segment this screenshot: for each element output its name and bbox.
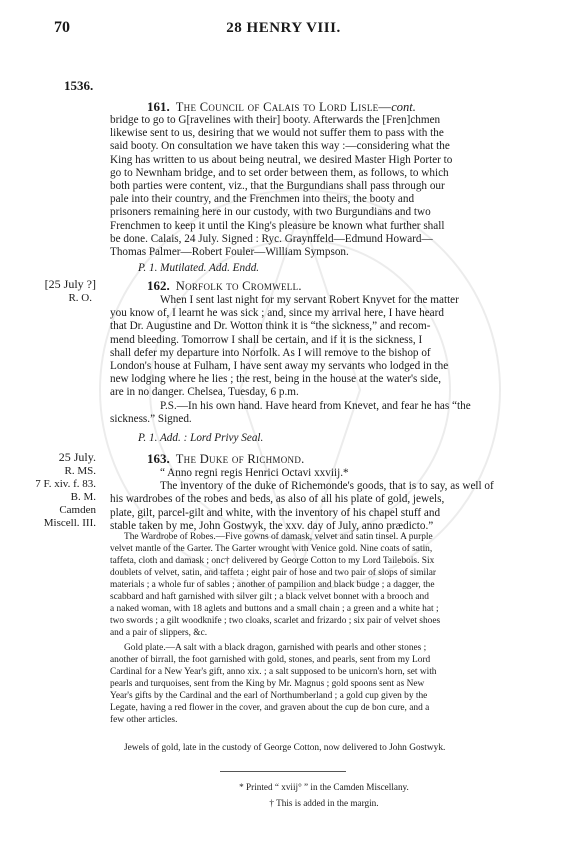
year-label: 1536. bbox=[64, 78, 94, 93]
running-head: 28 HENRY VIII. bbox=[226, 20, 341, 36]
text-line: pearls and turquoises, sent from the King by Mr. Magnus ; gold spoons sent as New bbox=[110, 679, 425, 689]
ref-line: Camden bbox=[59, 504, 96, 516]
text-line: doublets of velvet, satin, and taffeta ; eight pair of hose and two pair of slops of similar bbox=[110, 568, 437, 578]
text-line: a naked woman, with 18 aglets and buttons and a small chain ; a green and a white hat ; bbox=[110, 604, 439, 614]
text-line: velvet mantle of the Garter. The Garter wrought with Venice gold. Nine coats of satin, bbox=[110, 544, 433, 554]
text-line: his wardrobes of the robes and beds, as also of all his plate of gold, jewels, bbox=[110, 493, 445, 506]
postscript-line: sickness.” Signed. bbox=[110, 412, 192, 425]
text-line: When I sent last night for my servant Robert Knyvet for the matter bbox=[160, 294, 459, 306]
entry-163-heading bbox=[147, 451, 305, 467]
entry-163-refs bbox=[10, 465, 96, 530]
text-line: scabbard and haft garnished with silver gilt ; a black velvet bonnet with a brooch and bbox=[110, 592, 429, 602]
entry-title: Norfolk to Cromwell. bbox=[175, 279, 302, 293]
text-line: materials ; a whole fur of sables ; another of pampilion and black budge ; a dagger, the bbox=[110, 580, 435, 590]
entry-number: 162. bbox=[147, 278, 170, 293]
text-line: another of birrall, the foot garnished with gold, stones, and pearls, sent from my Lord bbox=[110, 655, 431, 665]
text-line: few other articles. bbox=[110, 715, 178, 725]
entry-title: The Council of Calais to Lord Lisle— bbox=[175, 100, 392, 114]
text-line: prisoners remaining here in our custody, with two Burgundians and two bbox=[110, 206, 431, 219]
jewels-section bbox=[110, 742, 538, 754]
entry-161-heading bbox=[147, 99, 416, 115]
entry-162-body bbox=[110, 294, 538, 445]
text-line: plate, gilt, parcel-gilt and white, with the inventory of his chapel stuff and bbox=[110, 506, 441, 519]
footnote: * Printed “ xviij° ” in the Camden Miscellany. bbox=[239, 782, 409, 792]
text-line: go to Newnham bridge, and to set order between them, as follows, to which bbox=[110, 166, 449, 179]
entry-description: P. 1. Add. : Lord Privy Seal. bbox=[138, 432, 264, 445]
text-line: mend bleeding. Tomorrow I shall be certain, and if it is the sickness, I bbox=[110, 333, 423, 346]
ref-line: 7 F. xiv. f. 83. bbox=[35, 478, 96, 490]
entry-162-heading bbox=[147, 278, 302, 294]
entry-163-body bbox=[110, 467, 538, 533]
text-line: Gold plate.—A salt with a black dragon, garnished with pearls and other stones ; bbox=[124, 643, 427, 653]
text-line: both parties were content, viz., that the Burgundians shall pass through our bbox=[110, 180, 445, 193]
entry-161-body bbox=[110, 114, 538, 275]
footnote: † This is added in the margin. bbox=[269, 798, 379, 808]
entry-number: 161. bbox=[147, 99, 170, 114]
ref-line: B. M. bbox=[70, 491, 96, 503]
text-line: and a pair of slippers, &c. bbox=[110, 628, 208, 638]
entry-163-date: 25 July. bbox=[58, 450, 96, 464]
text-line: London's house at Fulham, I have sent away my servants who lodged in the bbox=[110, 360, 449, 373]
wardrobe-section bbox=[110, 531, 538, 639]
text-line: stable taken by me, John Gostwyk, the xxv. day of July, anno prædicto.” bbox=[110, 519, 434, 532]
text-line: that Dr. Augustine and Dr. Wotton think it is “the sickness,” and recom- bbox=[110, 320, 431, 333]
text-line: said booty. On consultation we have taken this way :—considering what the bbox=[110, 140, 450, 153]
text-line: The Wardrobe of Robes.—Five gowns of damask, velvet and satin tinsel. A purple bbox=[124, 532, 433, 542]
text-line: shall defer my departure into Norfolk. As I will remove to the bishop of bbox=[110, 346, 431, 359]
entry-number: 163. bbox=[147, 451, 170, 466]
entry-title-cont: cont. bbox=[391, 100, 416, 114]
text-line: Cardinal for a New Year's gift, anno xix. ; a salt supposed to be unicorn's horn, set with bbox=[110, 667, 437, 677]
text-line: Thomas Palmer—Robert Fouler—William Sympson. bbox=[110, 246, 349, 259]
text-line: Jewels of gold, late in the custody of George Cotton, now delivered to John Gostwyk. bbox=[124, 743, 446, 753]
text-line: pale into their country, and the Frenchmen into theirs, the booty and bbox=[110, 193, 415, 206]
text-line: you know of, I learnt he was sick ; and, since my arrival here, I have heard bbox=[110, 307, 444, 320]
quote-title: “ Anno regni regis Henrici Octavi xxviij.* bbox=[160, 467, 349, 479]
page-number: 70 bbox=[54, 19, 70, 36]
text-line: bridge to go to G[ravelines with their] booty. Afterwards the [Fren]chmen bbox=[110, 114, 441, 126]
text-line: King has written to us about being neutral, we desired Master High Porter to bbox=[110, 153, 453, 166]
text-line: Year's gifts by the Cardinal and the earl of Northumberland ; a gold cup given by the bbox=[110, 691, 428, 701]
entry-162-date: [25 July ?] bbox=[44, 277, 96, 291]
text-line: taffeta, cloth and damask ; onc† delivered by George Cotton to my Lord Tailebois. Six bbox=[110, 556, 435, 566]
text-line: The inventory of the duke of Richemonde's goods, that is to say, as well of bbox=[160, 480, 494, 493]
text-line: two swords ; a gilt woodknife ; two cloaks, scarlet and frizardo ; six pair of velvet shoes bbox=[110, 616, 441, 626]
text-line: be done. Calais, 24 July. Signed : Ryc. Graynffeld—Edmund Howard— bbox=[110, 232, 433, 245]
text-line: Legate, having a red flower in the cover, and graven about the cup de bon cure, and a bbox=[110, 703, 430, 713]
footnote-divider bbox=[220, 771, 346, 772]
entry-description: P. 1. Mutilated. Add. Endd. bbox=[138, 262, 260, 275]
text-line: are in no danger. Chelsea, Tuesday, 6 p.m. bbox=[110, 386, 299, 399]
gold-plate-section bbox=[110, 642, 538, 726]
text-line: likewise sent to us, desiring that we would not suffer them to pass with the bbox=[110, 127, 444, 140]
postscript-line: P.S.—In his own hand. Have heard from Knevet, and fear he has “the bbox=[160, 399, 471, 412]
entry-title: The Duke of Richmond. bbox=[175, 452, 305, 466]
text-line: Frenchmen to keep it until the King's pleasure be known what further shall bbox=[110, 219, 445, 232]
entry-162-ref: R. O. bbox=[68, 292, 92, 304]
text-line: new lodging where he lies ; the rest, being in the house at the water's side, bbox=[110, 373, 442, 386]
ref-line: R. MS. bbox=[64, 465, 96, 477]
ref-line: Miscell. III. bbox=[43, 517, 96, 529]
